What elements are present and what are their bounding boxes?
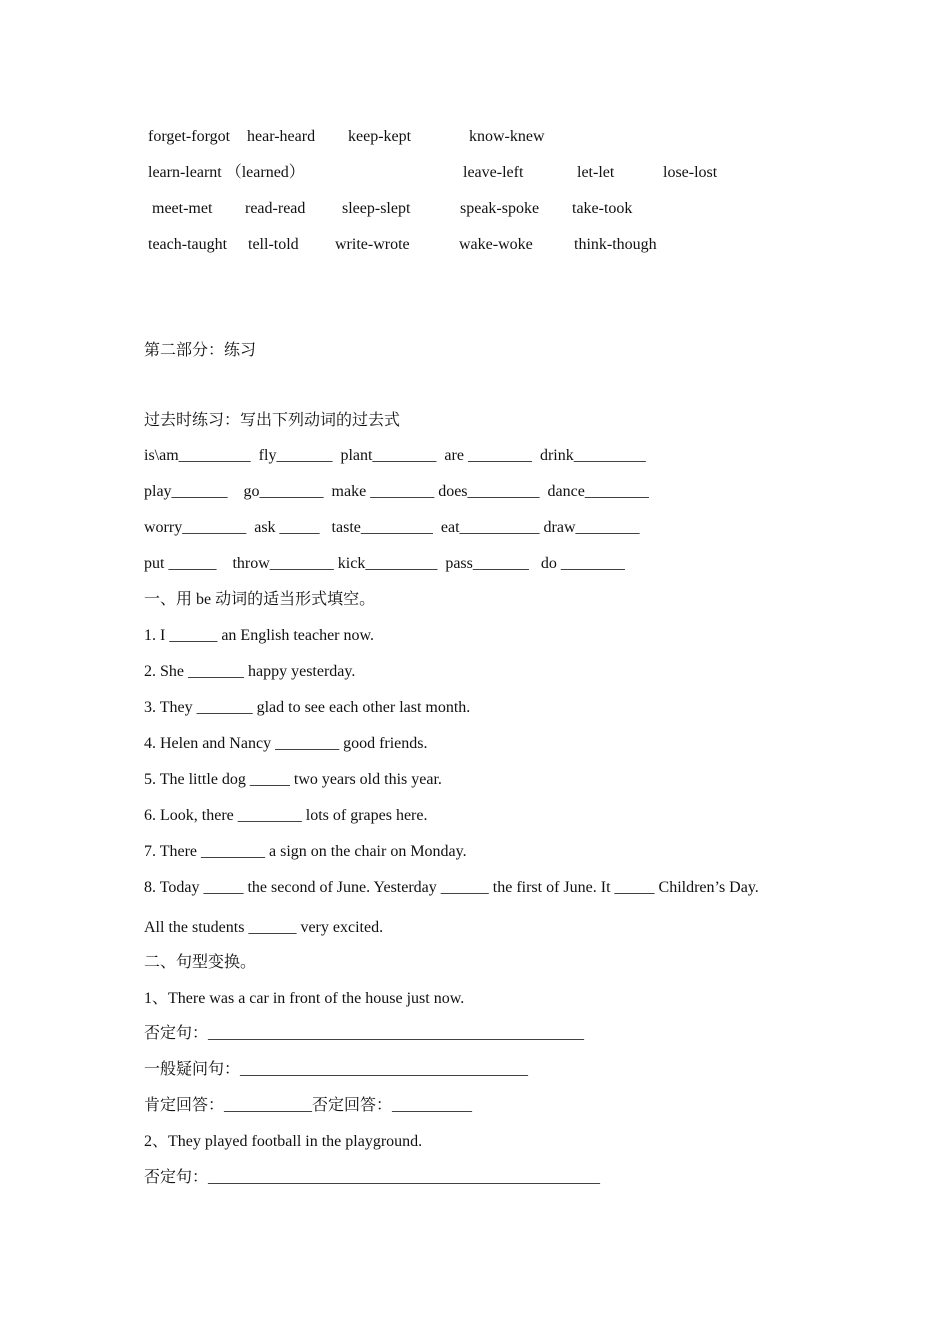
- exercise-item: 7. There ________ a sign on the chair on Monday.: [144, 843, 467, 860]
- past-tense-line: play_______ go________ make ________ does_________ dance________: [144, 483, 649, 500]
- verb-pair: keep-kept: [348, 128, 412, 145]
- exercise-item: 4. Helen and Nancy ________ good friends.: [144, 735, 428, 752]
- verb-pair: take-took: [572, 200, 633, 217]
- past-tense-line: put ______ throw________ kick_________ pass_______ do ________: [144, 555, 625, 572]
- verb-pair: meet-met: [152, 200, 213, 217]
- verb-pair: forget-forgot: [148, 128, 231, 145]
- section-heading: 一、用 be 动词的适当形式填空。: [144, 591, 376, 608]
- verb-pair: sleep-slept: [342, 200, 411, 217]
- exercise-item: 6. Look, there ________ lots of grapes here.: [144, 807, 428, 824]
- exercise-item: 5. The little dog _____ two years old this year.: [144, 771, 442, 788]
- verb-pair: learn-learnt （learned）: [148, 164, 305, 181]
- exercise-item: All the students ______ very excited.: [144, 919, 384, 936]
- verb-pair: hear-heard: [247, 128, 316, 145]
- verb-pair: wake-woke: [459, 236, 533, 253]
- exercise-item: 2. She _______ happy yesterday.: [144, 663, 356, 680]
- verb-pair: know-knew: [469, 128, 545, 145]
- past-tense-line: worry________ ask _____ taste_________ eat__________ draw________: [144, 519, 640, 536]
- verb-pair: teach-taught: [148, 236, 228, 253]
- verb-pair: let-let: [577, 164, 615, 181]
- verb-pair: read-read: [245, 200, 306, 217]
- verb-pair: think-though: [574, 236, 657, 253]
- transform-sentence: 2、They played football in the playground.: [144, 1133, 423, 1150]
- transform-sentence: 1、There was a car in front of the house just now.: [144, 990, 465, 1007]
- exercise-item: 1. I ______ an English teacher now.: [144, 627, 375, 644]
- verb-pair: tell-told: [248, 236, 299, 253]
- exercise-item: 3. They _______ glad to see each other last month.: [144, 699, 471, 716]
- past-tense-line: is\am_________ fly_______ plant________ are ________ drink_________: [144, 447, 646, 464]
- past-tense-heading: 过去时练习：写出下列动词的过去式: [144, 412, 401, 429]
- exercise-item: 8. Today _____ the second of June. Yesterday ______ the first of June. It _____ Children’s Day.: [144, 879, 759, 896]
- short-answers-line: 肯定回答：___________否定回答：__________: [144, 1097, 473, 1114]
- negative-answer-line: 否定句：_______________________________________________: [144, 1025, 585, 1042]
- negative-answer-line: 否定句：_________________________________________________: [144, 1169, 601, 1186]
- question-answer-line: 一般疑问句：____________________________________: [144, 1061, 529, 1078]
- part2-title: 第二部分：练习: [144, 342, 257, 359]
- section-heading: 二、句型变换。: [144, 954, 257, 971]
- verb-pair: leave-left: [463, 164, 524, 181]
- verb-pair: write-wrote: [335, 236, 410, 253]
- verb-pair: lose-lost: [663, 164, 718, 181]
- verb-pair: speak-spoke: [460, 200, 540, 217]
